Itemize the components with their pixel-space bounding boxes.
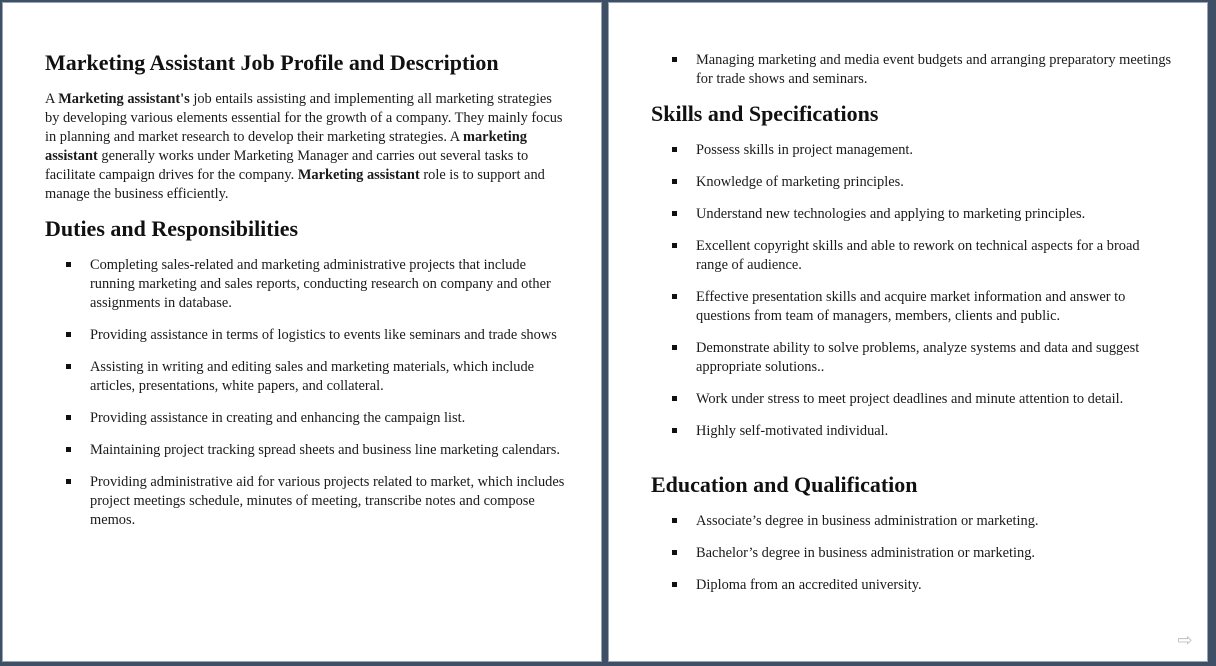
bullet-icon: [66, 415, 71, 420]
list-item-text: Maintaining project tracking spread sheets and business line marketing calendars.: [90, 442, 560, 458]
list-item: [651, 237, 1171, 275]
list-item: [45, 409, 565, 428]
list-item: [651, 173, 1171, 192]
bullet-icon: [66, 364, 71, 369]
intro-paragraph: [45, 90, 565, 204]
list-item: [45, 326, 565, 345]
list-item-text: Effective presentation skills and acquire market information and answer to questions from team of managers, members, clients and public.: [696, 289, 1126, 324]
list-item: [45, 256, 565, 313]
education-heading: Education and Qualification: [651, 472, 918, 497]
list-item-text: Work under stress to meet project deadlines and minute attention to detail.: [696, 391, 1124, 407]
list-item: [651, 544, 1171, 563]
bullet-icon: [672, 345, 677, 350]
list-item: [651, 51, 1181, 89]
list-item-text: Providing assistance in creating and enhancing the campaign list.: [90, 410, 466, 426]
list-item-text: Excellent copyright skills and able to rework on technical aspects for a broad range of audience.: [696, 238, 1140, 273]
document-page-right: [608, 2, 1208, 662]
bullet-icon: [672, 57, 677, 62]
duties-list: [45, 256, 565, 543]
skills-heading: Skills and Specifications: [651, 101, 879, 126]
list-item: [45, 358, 565, 396]
intro-bold-term: Marketing assistant: [297, 167, 420, 183]
list-item-text: Understand new technologies and applying to marketing principles.: [696, 206, 1086, 222]
list-item-text: Bachelor’s degree in business administration or marketing.: [696, 545, 1036, 561]
bullet-icon: [66, 332, 71, 337]
list-item-text: Completing sales-related and marketing administrative projects that include running marketing and sales reports, conducting research on company and other assignments in database.: [90, 257, 551, 311]
list-item: [45, 441, 565, 460]
document-page-left: [2, 2, 602, 662]
education-list: [651, 512, 1171, 608]
list-item: [651, 390, 1171, 409]
bullet-icon: [672, 179, 677, 184]
list-item: [45, 473, 565, 530]
list-item-text: Managing marketing and media event budgets and arranging preparatory meetings for trade shows and seminars.: [696, 52, 1172, 87]
list-item-text: Providing assistance in terms of logistics to events like seminars and trade shows: [90, 327, 557, 343]
list-item-text: Providing administrative aid for various projects related to market, which includes project meetings schedule, minutes of meeting, transcribe notes and compose memos.: [90, 474, 565, 528]
bullet-icon: [672, 243, 677, 248]
list-item-text: Assisting in writing and editing sales and marketing materials, which include articles, presentations, white papers, and collateral.: [90, 359, 535, 394]
page-title: Marketing Assistant Job Profile and Description: [45, 50, 499, 75]
bullet-icon: [672, 396, 677, 401]
bullet-icon: [672, 211, 677, 216]
list-item: [651, 576, 1171, 595]
intro-text-run: job entails assisting and implementing all marketing strategies by developing various elements essential for the growth of a company. They mainly focus in planning and market research to develop their marketing strategies. A: [45, 91, 563, 145]
list-item-text: Associate’s degree in business administration or marketing.: [696, 513, 1039, 529]
list-item: [651, 141, 1171, 160]
list-item: [651, 205, 1171, 224]
bullet-icon: [672, 294, 677, 299]
carryover-duties-list: [651, 51, 1181, 102]
bullet-icon: [672, 428, 677, 433]
list-item: [651, 339, 1171, 377]
bullet-icon: [66, 479, 71, 484]
bullet-icon: [672, 147, 677, 152]
duties-heading: Duties and Responsibilities: [45, 216, 299, 241]
arrow-right-icon[interactable]: ⇨: [1177, 630, 1193, 651]
list-item-text: Possess skills in project management.: [696, 142, 914, 158]
intro-text-run: role is to support and manage the business efficiently.: [45, 167, 545, 202]
bullet-icon: [672, 518, 677, 523]
intro-text-run: A: [45, 91, 59, 107]
list-item-text: Knowledge of marketing principles.: [696, 174, 904, 190]
list-item-text: Demonstrate ability to solve problems, analyze systems and data and suggest appropriate solutions..: [696, 340, 1140, 375]
list-item: [651, 422, 1171, 441]
intro-bold-term: marketing assistant: [45, 129, 527, 164]
bullet-icon: [672, 582, 677, 587]
intro-bold-term: Marketing assistant's: [58, 91, 190, 107]
intro-text-run: generally works under Marketing Manager and carries out several tasks to facilitate campaign drives for the company.: [45, 148, 529, 183]
bullet-icon: [672, 550, 677, 555]
bullet-icon: [66, 262, 71, 267]
list-item: [651, 512, 1171, 531]
list-item: [651, 288, 1171, 326]
list-item-text: Diploma from an accredited university.: [696, 577, 922, 593]
list-item-text: Highly self-motivated individual.: [696, 423, 889, 439]
skills-list: [651, 141, 1171, 454]
bullet-icon: [66, 447, 71, 452]
